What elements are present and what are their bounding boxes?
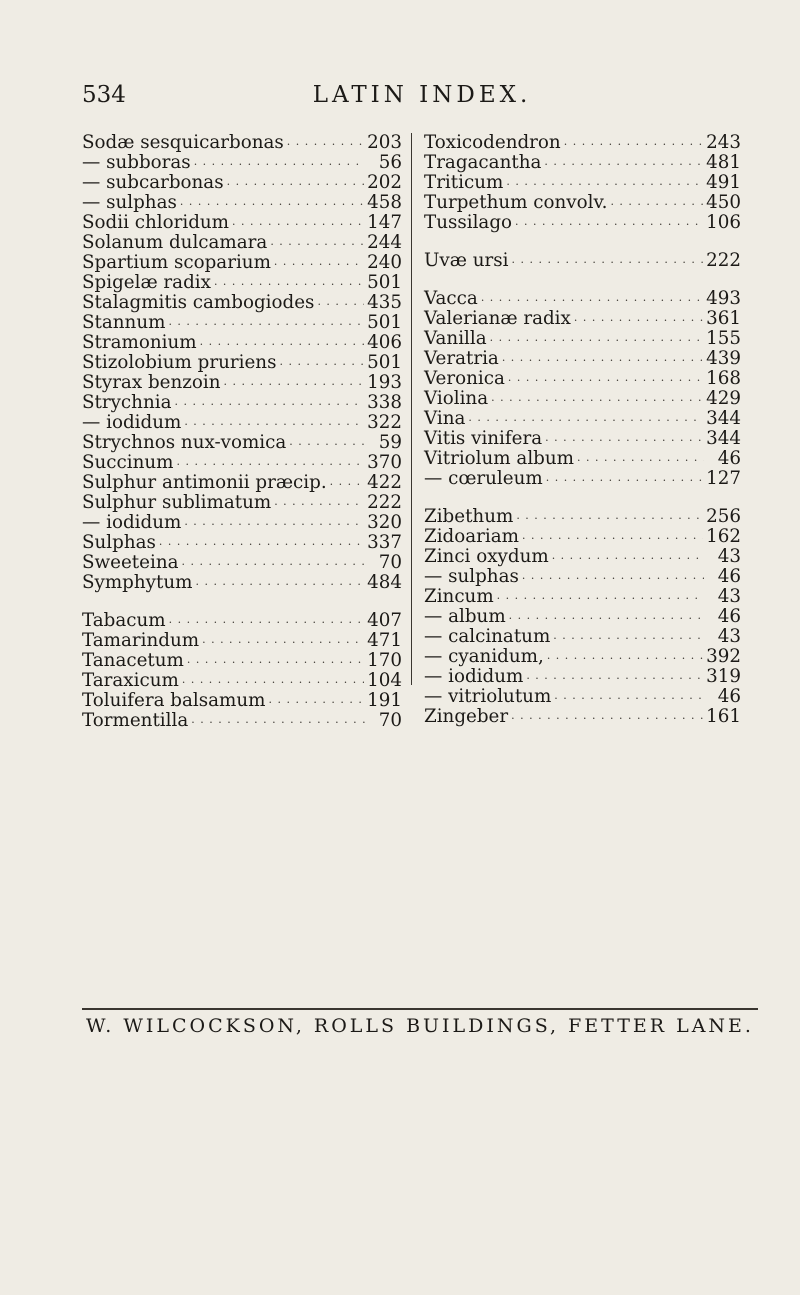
entry-term: Turpethum convolv. [424,192,608,213]
entry-term: Strychnia [82,392,172,413]
entry-term: Toluifera balsamum [82,690,266,711]
entry-term: — calcinatum [424,626,551,647]
entry-term: Sulphur antimonii præcip. [82,472,327,493]
dot-leader [552,549,704,569]
index-entry [82,611,402,631]
index-entry [82,133,402,153]
entry-page-number: 344 [706,408,741,429]
dot-leader [544,155,703,175]
entry-term: Solanum dulcamara [82,232,268,253]
index-entry [424,213,741,233]
letter-group-gap [424,233,741,251]
index-entry [424,667,741,687]
entry-term: Spartium scoparium [82,252,271,273]
entry-page-number: 319 [706,666,741,687]
index-entry [424,173,741,193]
index-entry [82,671,402,691]
dot-leader [168,315,364,335]
index-entry [82,631,402,651]
entry-page-number: 481 [706,152,741,173]
index-column-left [82,133,402,731]
entry-page-number: 243 [706,132,741,153]
entry-term: Styrax benzoin [82,372,221,393]
index-entry [82,513,402,533]
entry-page-number: 471 [367,630,402,651]
entry-term: — sulphas [424,566,519,587]
entry-term: Zidoariam [424,526,519,547]
entry-term: — iodidum [82,512,182,533]
dot-leader [224,375,365,395]
index-entry [424,627,741,647]
entry-page-number: 170 [367,650,402,671]
entry-term: Zincum [424,586,494,607]
index-entry [424,133,741,153]
index-entry [424,369,741,389]
entry-page-number: 104 [367,670,402,691]
dot-leader [268,693,364,713]
entry-term: Tabacum [82,610,166,631]
entry-term: Toxicodendron [424,132,561,153]
entry-term: Zibethum [424,506,514,527]
dot-leader [289,435,365,455]
index-entry [82,453,402,473]
printer-imprint: W. WILCOCKSON, ROLLS BUILDINGS, FETTER LANE. [86,1015,754,1037]
dot-leader [330,475,364,495]
dot-leader [508,371,703,391]
dot-leader [227,175,365,195]
dot-leader [515,215,703,235]
entry-page-number: 406 [367,332,402,353]
entry-page-number: 193 [367,372,402,393]
entry-page-number: 370 [367,452,402,473]
entry-page-number: 450 [706,192,741,213]
entry-term: Uvæ ursi [424,250,509,271]
index-entry [82,533,402,553]
entry-page-number: 240 [367,252,402,273]
index-entry [82,493,402,513]
entry-page-number: 191 [367,690,402,711]
dot-leader [511,253,703,273]
dot-leader [547,649,703,669]
entry-page-number: 501 [367,352,402,373]
entry-term: Spigelæ radix [82,272,211,293]
index-entry [424,547,741,567]
index-entry [424,389,741,409]
index-entry [82,273,402,293]
entry-term: Zingeber [424,706,509,727]
entry-term: Tussilago [424,212,513,233]
entry-term: — subcarbonas [82,172,224,193]
entry-page-number: 56 [378,152,402,173]
entry-page-number: 407 [367,610,402,631]
entry-term: Taraxicum [82,670,179,691]
dot-leader [191,713,365,733]
entry-page-number: 202 [367,172,402,193]
entry-term: Sulphas [82,532,156,553]
dot-leader [182,555,366,575]
dot-leader [274,495,364,515]
index-entry [82,333,402,353]
dot-leader [159,535,364,555]
index-entry [82,433,402,453]
entry-term: Stannum [82,312,166,333]
dot-leader [187,653,364,673]
entry-term: Stramonium [82,332,197,353]
entry-term: — cyanidum, [424,646,544,667]
entry-page-number: 43 [717,626,741,647]
entry-term: — album [424,606,506,627]
index-entry [424,153,741,173]
dot-leader [490,331,703,351]
index-entry [424,507,741,527]
index-entry [424,429,741,449]
entry-page-number: 501 [367,312,402,333]
entry-page-number: 43 [717,546,741,567]
entry-term: — cœruleum [424,468,543,489]
index-entry [82,373,402,393]
dot-leader [174,395,364,415]
index-entry [424,409,741,429]
entry-page-number: 46 [717,606,741,627]
entry-term: — subboras [82,152,191,173]
entry-page-number: 439 [706,348,741,369]
entry-term: Symphytum [82,572,193,593]
letter-group-gap [424,489,741,507]
entry-page-number: 392 [706,646,741,667]
column-divider [411,133,412,685]
entry-page-number: 162 [706,526,741,547]
dot-leader [502,351,703,371]
dot-leader [526,669,703,689]
index-entry [82,293,402,313]
dot-leader [511,709,703,729]
dot-leader [202,633,364,653]
entry-term: — iodidum [424,666,524,687]
entry-page-number: 458 [367,192,402,213]
index-entry [82,253,402,273]
entry-term: Veronica [424,368,505,389]
index-entry [424,349,741,369]
entry-page-number: 256 [706,506,741,527]
dot-leader [564,135,703,155]
index-entry [82,711,402,731]
dot-leader [522,569,704,589]
entry-page-number: 484 [367,572,402,593]
entry-page-number: 337 [367,532,402,553]
entry-page-number: 422 [367,472,402,493]
entry-term: — sulphas [82,192,177,213]
index-entry [82,553,402,573]
dot-leader [577,451,704,471]
entry-page-number: 361 [706,308,741,329]
entry-term: Tamarindum [82,630,200,651]
index-entry [424,647,741,667]
entry-page-number: 491 [706,172,741,193]
dot-leader [491,391,703,411]
dot-leader [287,135,364,155]
index-entry [424,587,741,607]
entry-page-number: 155 [706,328,741,349]
dot-leader [554,689,704,709]
index-entry [82,473,402,493]
entry-term: Vina [424,408,466,429]
entry-page-number: 322 [367,412,402,433]
entry-page-number: 127 [706,468,741,489]
index-entry [82,691,402,711]
entry-term: Stizolobium pruriens [82,352,277,373]
entry-term: Violina [424,388,489,409]
dot-leader [279,355,364,375]
page-number: 534 [82,82,126,108]
index-entry [82,233,402,253]
dot-leader [270,235,364,255]
letter-group-gap [82,593,402,611]
dot-leader [522,529,703,549]
index-entry [424,469,741,489]
letter-group-gap [424,271,741,289]
index-entry [82,651,402,671]
index-entry [82,193,402,213]
index-entry [82,393,402,413]
index-entry [424,449,741,469]
entry-page-number: 493 [706,288,741,309]
entry-page-number: 46 [717,566,741,587]
entry-term: Sweeteina [82,552,179,573]
entry-page-number: 203 [367,132,402,153]
entry-term: Vanilla [424,328,487,349]
entry-page-number: 147 [367,212,402,233]
entry-page-number: 320 [367,512,402,533]
index-entry [424,527,741,547]
entry-page-number: 59 [378,432,402,453]
entry-term: — iodidum [82,412,182,433]
index-entry [82,353,402,373]
index-entry [424,289,741,309]
entry-page-number: 244 [367,232,402,253]
entry-term: Tragacantha [424,152,542,173]
entry-term: Triticum [424,172,504,193]
entry-page-number: 43 [717,586,741,607]
dot-leader [553,629,704,649]
entry-term: Valerianæ radix [424,308,571,329]
entry-page-number: 70 [378,710,402,731]
dot-leader [317,295,364,315]
entry-term: Strychnos nux-vomica [82,432,287,453]
entry-term: Sodii chloridum [82,212,229,233]
entry-term: Stalagmitis cambogiodes [82,292,315,313]
dot-leader [195,575,364,595]
entry-page-number: 344 [706,428,741,449]
index-entry [82,173,402,193]
dot-leader [274,255,364,275]
dot-leader [516,509,703,529]
entry-term: Veratria [424,348,499,369]
entry-term: Succinum [82,452,174,473]
entry-page-number: 222 [367,492,402,513]
entry-page-number: 429 [706,388,741,409]
index-entry [82,313,402,333]
entry-page-number: 46 [717,448,741,469]
entry-term: Vacca [424,288,478,309]
index-entry [424,687,741,707]
index-entry [424,193,741,213]
entry-page-number: 46 [717,686,741,707]
entry-page-number: 338 [367,392,402,413]
dot-leader [546,471,703,491]
entry-page-number: 106 [706,212,741,233]
index-entry [424,607,741,627]
entry-page-number: 501 [367,272,402,293]
index-entry [82,213,402,233]
dot-leader [497,589,704,609]
dot-leader [610,195,703,215]
index-entry [424,567,741,587]
index-entry [82,413,402,433]
page-header [82,82,762,116]
index-entry [82,153,402,173]
footer-rule [82,1008,758,1010]
entry-term: Sulphur sublimatum [82,492,272,513]
entry-page-number: 70 [378,552,402,573]
index-entry [424,251,741,271]
dot-leader [574,311,703,331]
dot-leader [184,515,364,535]
entry-term: Tanacetum [82,650,184,671]
index-column-right [424,133,741,727]
entry-term: — vitriolutum [424,686,552,707]
entry-term: Sodæ sesquicarbonas [82,132,284,153]
index-entry [424,309,741,329]
page-title: LATIN INDEX. [312,82,532,108]
entry-page-number: 161 [706,706,741,727]
index-entry [424,329,741,349]
entry-page-number: 168 [706,368,741,389]
entry-term: Zinci oxydum [424,546,549,567]
index-entry [424,707,741,727]
entry-page-number: 435 [367,292,402,313]
index-entry [82,573,402,593]
entry-page-number: 222 [706,250,741,271]
entry-term: Vitriolum album [424,448,574,469]
entry-term: Vitis vinifera [424,428,543,449]
entry-term: Tormentilla [82,710,189,731]
